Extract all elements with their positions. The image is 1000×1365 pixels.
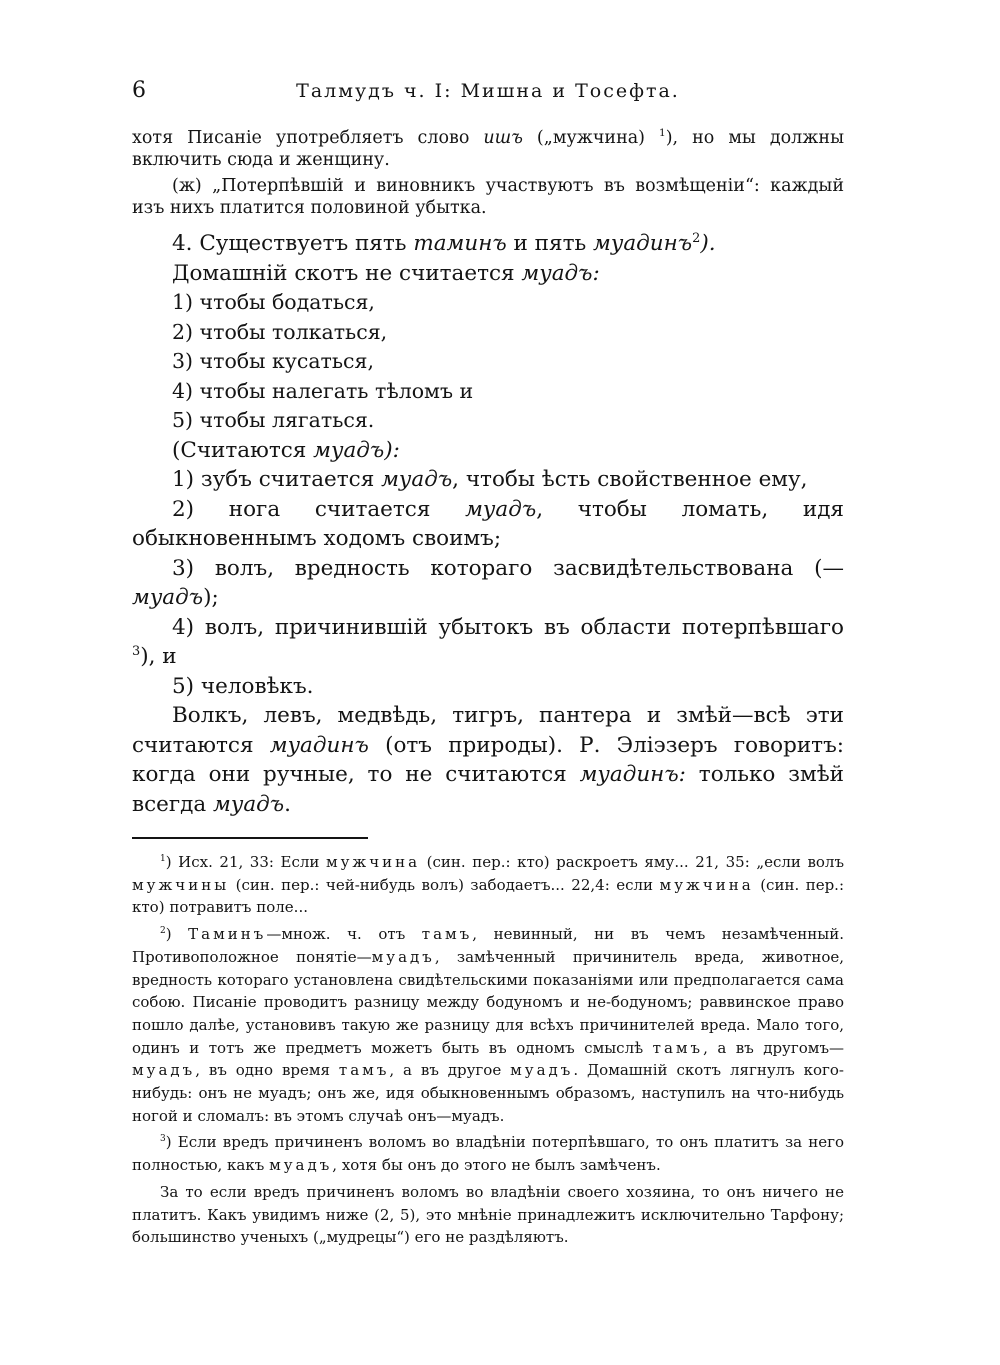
footnote-mark: 2 xyxy=(160,926,166,937)
spaced-term: мужчина xyxy=(325,853,421,871)
footnote-1 xyxy=(132,851,844,919)
spaced-term: муадъ xyxy=(269,1156,333,1175)
italic-term: муадинъ: xyxy=(579,762,686,787)
footnote-3 xyxy=(132,1131,844,1176)
italic-term: муадъ xyxy=(381,467,453,492)
spaced-term: тамъ xyxy=(652,1038,704,1057)
list-item: 3) чтобы кусаться, xyxy=(172,349,374,373)
text-run: 4) волъ, причинившій убытокъ въ области потерпѣвшаго xyxy=(172,614,844,640)
footnote-ref: 3 xyxy=(132,643,141,659)
intro-paragraph xyxy=(132,127,844,171)
spaced-term: муадъ xyxy=(510,1061,574,1080)
text-run: ) Если вредъ причиненъ воломъ во владѣніи потерпѣвшаго, то онъ платитъ за него полностью, какъ xyxy=(132,1133,844,1175)
text-run: . Домашній скотъ лягнулъ кого-нибудь: онъ не муадъ; онъ же, идя обыкновеннымъ образомъ, наступилъ на что-нибудь ногой и сломалъ: въ этомъ случаѣ онъ—муадъ. xyxy=(132,1061,844,1125)
text-run: ), и xyxy=(140,644,177,669)
text-run: только змѣй всегда xyxy=(132,762,844,817)
text-run: , хотя бы онъ до этого не былъ замѣченъ. xyxy=(332,1156,661,1175)
text-run: ); xyxy=(203,585,219,610)
text-run: 3) волъ, вредность котораго засвидѣтельствована (— xyxy=(172,555,844,581)
footnote-divider xyxy=(132,837,368,839)
list-item xyxy=(132,465,844,495)
list-item: 2) чтобы толкаться, xyxy=(172,319,388,344)
text-run: —множ. ч. отъ xyxy=(266,925,422,944)
section-4-heading xyxy=(132,229,844,259)
text-run: (Считаются xyxy=(172,437,314,463)
text-run: („мужчина) xyxy=(522,128,660,148)
italic-term: таминъ xyxy=(413,231,507,256)
text-run: , а въ другомъ— xyxy=(703,1038,844,1057)
not-muad-line xyxy=(132,259,844,289)
italic-term: муадъ xyxy=(465,496,537,522)
italic-term: муадъ xyxy=(213,791,285,817)
text-run: ) Исх. 21, 33: Если xyxy=(165,853,326,871)
text-run: ). xyxy=(700,231,716,256)
text-run: хотя Писаніе употребляетъ слово xyxy=(132,128,484,148)
text-run: Домашній скотъ не считается xyxy=(172,260,522,286)
text-run: . xyxy=(284,791,291,817)
list-item: 4) чтобы налегать тѣломъ и xyxy=(172,378,474,403)
page-header xyxy=(132,78,844,108)
footnote-3-continuation: За то если вредъ причиненъ воломъ во владѣніи своего хозяина, то онъ ничего не платитъ. Какъ увидимъ ниже (2, 5), это мнѣніе принадлежитъ исключительно Тарфону; большинство ученыхъ („мудрецы“) его не раздѣляютъ. xyxy=(132,1182,844,1247)
italic-term: муадъ xyxy=(313,437,385,463)
list-item: 5) чтобы лягаться. xyxy=(172,408,375,432)
text-run: , замѣченный причинитель вреда, животное, вредность котораго установлена свидѣтельскими показаніями или предполагается сама собою. Писаніе проводитъ разницу между бодуномъ и не-бодуномъ; раввинское право пошло далѣе, установивъ такую же разницу для всѣхъ причинителей вреда. Мало того, одинъ и тотъ же предметъ можетъ быть въ одномъ смыслѣ xyxy=(132,947,844,1057)
text-run: ), но мы должны включить сюда и женщину. xyxy=(132,128,844,170)
footnote-ref: 2 xyxy=(692,230,701,246)
footnote-ref: 1 xyxy=(659,127,666,140)
list-item xyxy=(132,554,844,613)
italic-term: муадинъ xyxy=(593,231,693,256)
page-body xyxy=(132,127,844,1249)
muad-heading xyxy=(132,436,844,466)
list-item: 1) чтобы бодаться, xyxy=(172,290,375,314)
footnote-mark: 3 xyxy=(160,1134,166,1145)
text-run: ): xyxy=(384,437,400,463)
text-run: , чтобы ломать, идя обыкновеннымъ ходомъ своимъ; xyxy=(132,496,844,551)
footnote-mark: 1 xyxy=(160,854,166,864)
text-run: 2) нога считается xyxy=(172,496,466,522)
italic-term: муадинъ xyxy=(269,732,369,758)
text-run: (син. пер.: кто) раскроетъ яму... 21, 35: „если волъ xyxy=(420,853,844,871)
spaced-term: муадъ xyxy=(132,1061,196,1080)
list-item: 5) человѣкъ. xyxy=(172,673,314,699)
text-run: (отъ природы). Р. Элiэзеръ говоритъ: когда они ручные, то не считаются xyxy=(132,732,844,787)
footnote-2 xyxy=(132,923,844,1127)
page-number: 6 xyxy=(132,78,146,103)
spaced-term: муадъ xyxy=(371,947,435,966)
italic-term: ишъ xyxy=(483,128,523,148)
spaced-term: тамъ xyxy=(338,1061,390,1080)
clause-zh-paragraph: (ж) „Потерпѣвшій и виновникъ участвуютъ въ возмѣщеніи“: каждый изъ нихъ платится половиной убытка. xyxy=(132,176,844,218)
text-run: , въ одно время xyxy=(195,1061,339,1080)
spaced-term: мужчина xyxy=(659,875,754,894)
list-item xyxy=(132,613,844,672)
spaced-term: Таминъ xyxy=(188,925,267,944)
text-run: (син. пер.: чей-нибудь волъ) забодаетъ... 22,4: если xyxy=(229,875,660,894)
text-run: , а въ другое xyxy=(389,1061,511,1080)
spaced-term: мужчины xyxy=(132,875,230,894)
text-run: 4. Существуетъ пять xyxy=(172,231,414,256)
spaced-term: тамъ xyxy=(421,925,473,944)
italic-term: муадъ: xyxy=(521,260,600,286)
list-item xyxy=(132,495,844,554)
text-run: 1) зубъ считается xyxy=(172,467,382,492)
text-run: , невинный, ни въ чемъ незамѣченный. Противоположное понятіе— xyxy=(132,925,844,966)
running-title: Талмудъ ч. I: Мишна и Тосефта. xyxy=(296,80,680,102)
text-run: , чтобы ѣсть свойственное ему, xyxy=(452,467,808,492)
text-run: (син. пер.: кто) потравитъ поле... xyxy=(132,875,844,917)
italic-term: муадъ xyxy=(132,585,204,610)
text-run: и пять xyxy=(506,231,594,256)
text-run: Волкъ, левъ, медвѣдь, тигръ, пантера и змѣй—всѣ эти считаются xyxy=(132,703,844,758)
predators-paragraph xyxy=(132,701,844,819)
text-run: ) xyxy=(165,925,189,944)
